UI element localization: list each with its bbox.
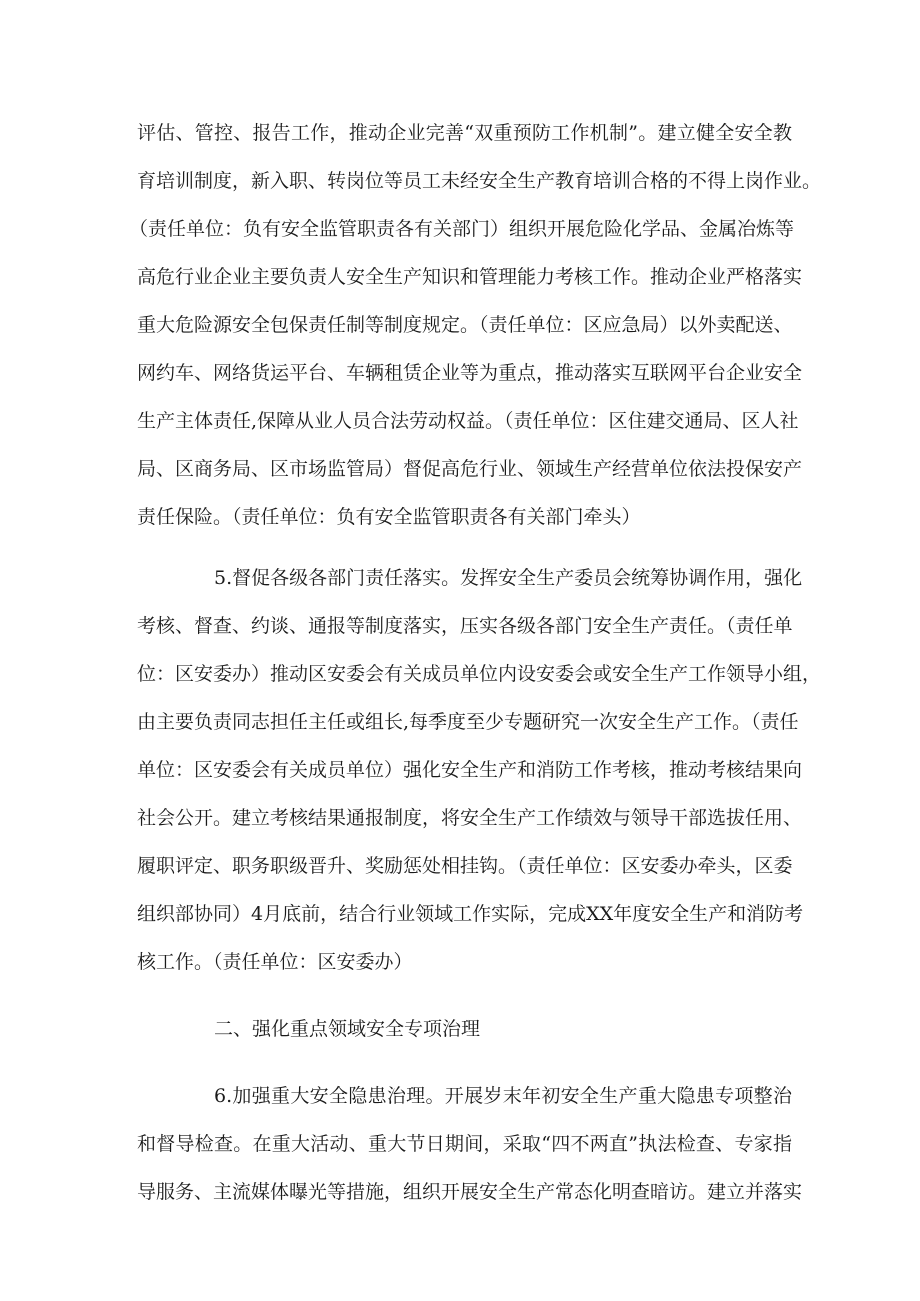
text-line: 位：区安委办）推动区安委会有关成员单位内设安委会或安全生产工作领导小组， [137, 663, 822, 685]
text-line: 重大危险源安全包保责任制等制度规定。（责任单位：区应急局）以外卖配送、 [137, 314, 793, 336]
text-line: 和督导检查。在重大活动、重大节日期间，采取“四不两直”执法检查、专家指 [137, 1133, 792, 1155]
text-line: 单位：区安委会有关成员单位）强化安全生产和消防工作考核，推动考核结果向 [137, 759, 803, 781]
text-line: 局、区商务局、区市场监管局）督促高危行业、领域生产经营单位依法投保安产 [137, 458, 803, 480]
text-line: 生产主体责任,保障从业人员合法劳动权益。（责任单位：区住建交通局、区人社 [137, 410, 799, 432]
text-line: 5.督促各级各部门责任落实。发挥安全生产委员会统筹协调作用，强化 [214, 567, 803, 589]
text-line: 社会公开。建立考核结果通报制度，将安全生产工作绩效与领导干部选拔任用、 [137, 807, 803, 829]
text-line: 二、强化重点领域安全专项治理 [214, 1018, 481, 1040]
text-line: 组织部协同）4月底前，结合行业领域工作实际，完成XX年度安全生产和消防考 [137, 903, 804, 925]
text-line: 导服务、主流媒体曝光等措施，组织开展安全生产常态化明查暗访。建立并落实 [137, 1181, 803, 1203]
text-line: 考核、督查、约谈、通报等制度落实，压实各级各部门安全生产责任。（责任单 [137, 615, 793, 637]
text-line: 评估、管控、报告工作，推动企业完善“双重预防工作机制”。建立健全安全教 [137, 122, 792, 144]
text-line: 6.加强重大安全隐患治理。开展岁末年初安全生产重大隐患专项整治 [214, 1085, 792, 1107]
text-line: 核工作。（责任单位：区安委办） [137, 951, 413, 973]
text-line: （责任单位：负有安全监管职责各有关部门）组织开展危险化学品、金属冶炼等 [129, 218, 795, 240]
text-line: 高危行业企业主要负责人安全生产知识和管理能力考核工作。推动企业严格落实 [137, 266, 803, 288]
text-line: 网约车、网络货运平台、车辆租赁企业等为重点，推动落实互联网平台企业安全 [137, 362, 803, 384]
text-line: 育培训制度，新入职、转岗位等员工未经安全生产教育培训合格的不得上岗作业。 [137, 170, 822, 192]
text-line: 由主要负责同志担任主任或组长,每季度至少专题研究一次安全生产工作。（责任 [137, 711, 799, 733]
text-line: 责任保险。（责任单位：负有安全监管职责各有关部门牵头） [137, 506, 641, 528]
text-line: 履职评定、职务职级晋升、奖励惩处相挂钩。（责任单位：区安委办牵头，区委 [137, 855, 793, 877]
